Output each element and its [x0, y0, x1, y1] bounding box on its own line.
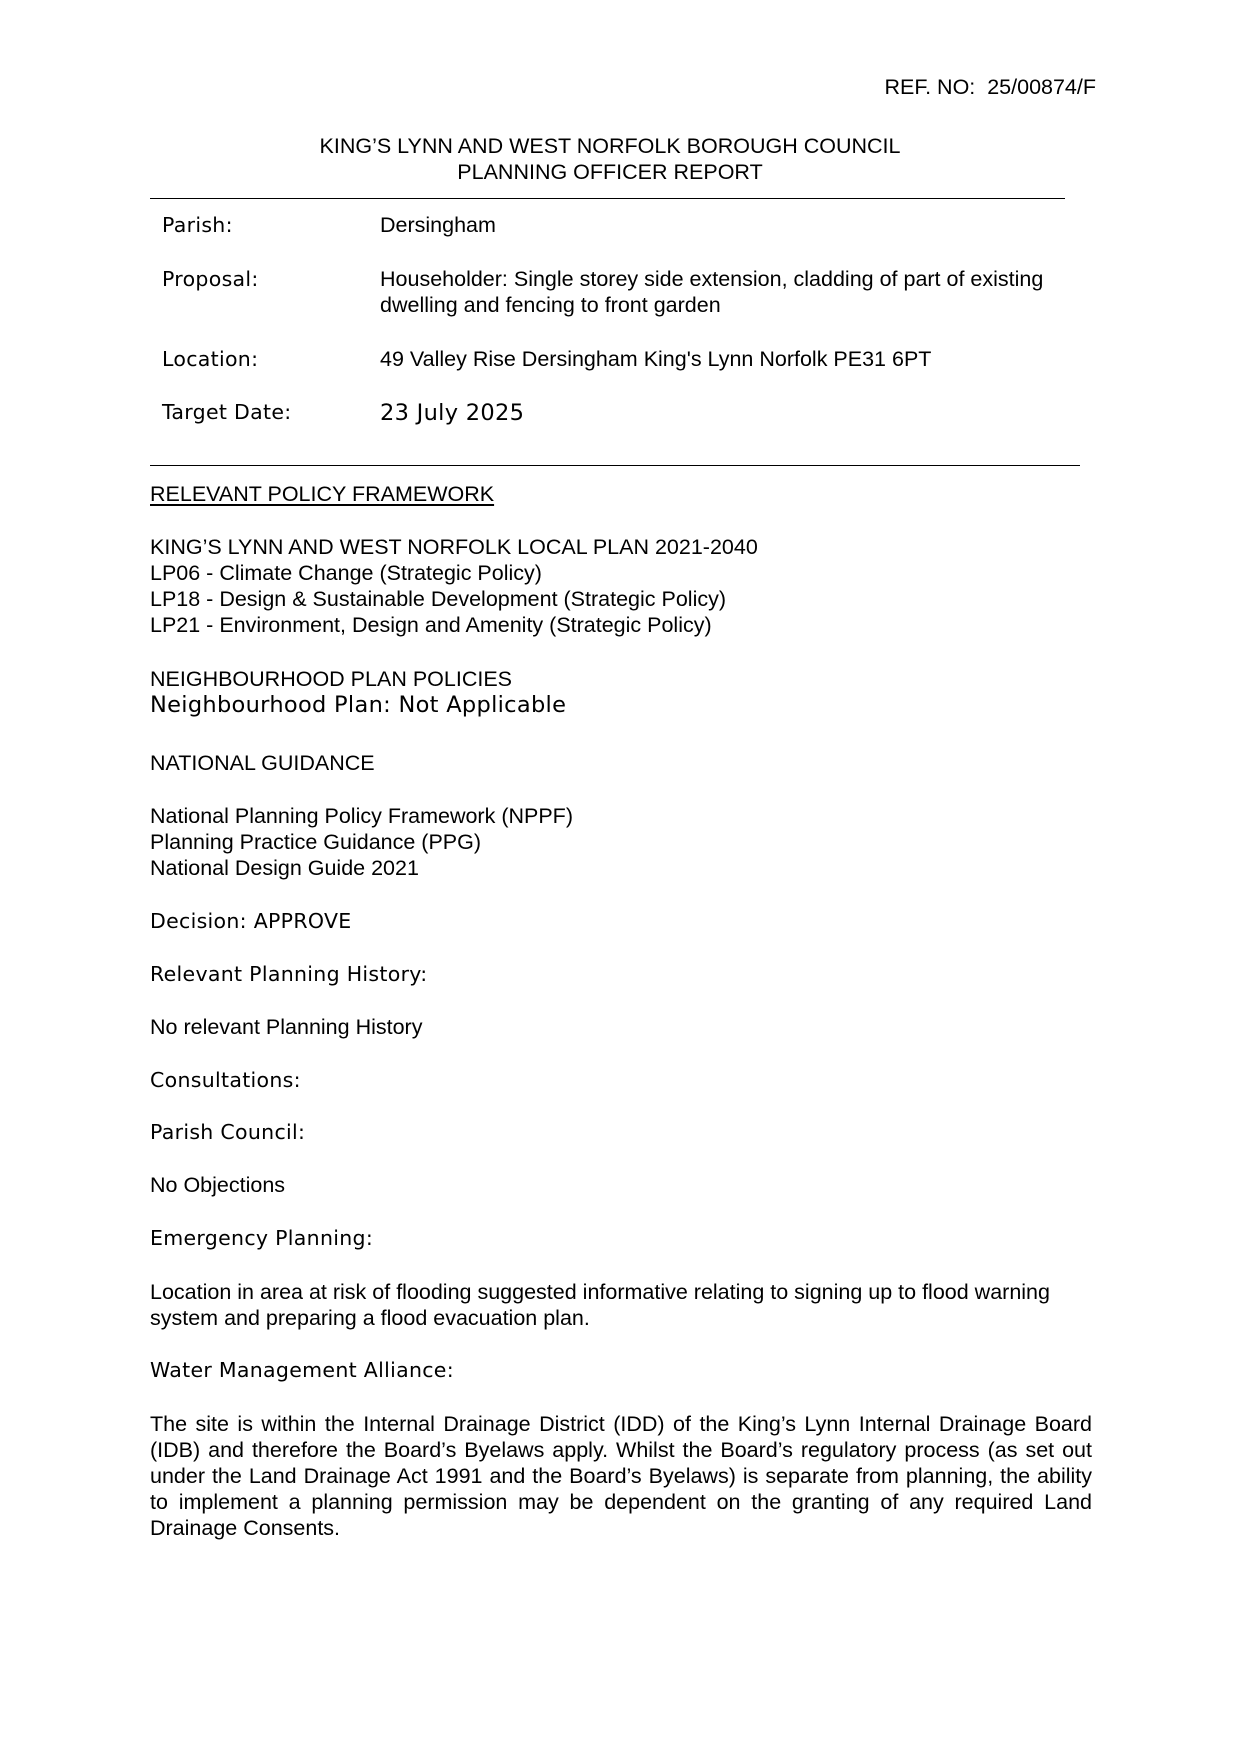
parish-label: Parish: [162, 213, 233, 237]
policy-item: LP06 - Climate Change (Strategic Policy) [150, 561, 542, 585]
location-value: 49 Valley Rise Dersingham King's Lynn Norfolk PE31 6PT [380, 347, 932, 371]
location-label: Location: [162, 347, 259, 371]
neighbourhood-plan-title: NEIGHBOURHOOD PLAN POLICIES [150, 667, 512, 691]
proposal-label: Proposal: [162, 267, 259, 291]
parish-council-heading: Parish Council: [150, 1120, 306, 1144]
water-management-text: The site is within the Internal Drainage District (IDD) of the King’s Lynn Internal Drainage Board (IDB) and therefore the Board’s Byelaws apply. Whilst the Board’s regulatory process (as set out under the Land Drainage Act 1991 and the Board’s Byelaws) is separate from planning, the ability to implement a planning permission may be dependent on the granting of any required Land Drainage Consents. [150, 1412, 1092, 1540]
details-divider [150, 465, 1080, 466]
parish-council-text: No Objections [150, 1173, 286, 1197]
target-date-value: 23 July 2025 [380, 400, 525, 426]
proposal-value: Householder: Single storey side extension, cladding of part of existing dwelling and fencing to front garden [380, 267, 1044, 317]
policy-item: LP18 - Design & Sustainable Development (Strategic Policy) [150, 587, 727, 611]
local-plan-title: KING’S LYNN AND WEST NORFOLK LOCAL PLAN 2021-2040 [150, 535, 758, 559]
parish-value: Dersingham [380, 213, 496, 237]
guidance-item: National Planning Policy Framework (NPPF) [150, 804, 573, 828]
council-name: KING’S LYNN AND WEST NORFOLK BOROUGH COUNCIL [319, 134, 901, 158]
guidance-item: National Design Guide 2021 [150, 856, 419, 880]
policy-framework-heading: RELEVANT POLICY FRAMEWORK [150, 482, 495, 506]
planning-history-text: No relevant Planning History [150, 1015, 423, 1039]
national-guidance-list [150, 803, 1092, 881]
reference-number: REF. NO: 25/00874/F [884, 75, 1096, 99]
emergency-planning-text: Location in area at risk of flooding suggested informative relating to signing up to flood warning system and preparing a flood evacuation plan. [150, 1280, 1050, 1330]
neighbourhood-plan-value: Neighbourhood Plan: Not Applicable [150, 692, 567, 718]
planning-history-heading: Relevant Planning History: [150, 962, 428, 986]
guidance-item: Planning Practice Guidance (PPG) [150, 830, 482, 854]
report-title: PLANNING OFFICER REPORT [457, 160, 763, 184]
target-date-label: Target Date: [162, 400, 292, 424]
policy-item: LP21 - Environment, Design and Amenity (Strategic Policy) [150, 613, 712, 637]
header-divider [150, 198, 1065, 199]
water-management-heading: Water Management Alliance: [150, 1358, 454, 1382]
national-guidance-title: NATIONAL GUIDANCE [150, 751, 375, 775]
local-plan-section [150, 534, 1092, 638]
decision-text: Decision: APPROVE [150, 909, 352, 933]
report-header [150, 133, 1070, 185]
consultations-heading: Consultations: [150, 1068, 301, 1092]
emergency-planning-heading: Emergency Planning: [150, 1226, 374, 1250]
